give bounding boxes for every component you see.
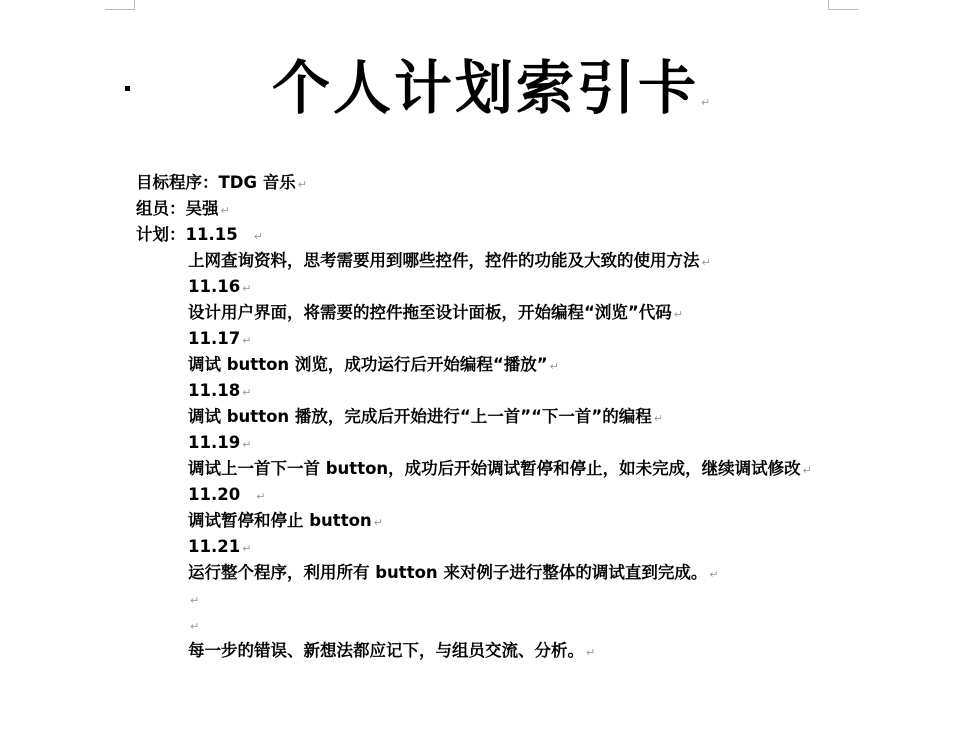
plan-date: 11.20 [188,485,241,504]
plan-label: 计划： [136,225,186,244]
paragraph-mark-icon: ↵ [190,620,200,633]
plan-entry-line[interactable] [188,274,251,300]
plan-task-text: 上网查询资料，思考需要用到哪些控件，控件的功能及大致的使用方法 [188,251,700,270]
plan-entry-line[interactable] [188,508,383,534]
plan-task-text: 调试上一首下一首 button，成功后开始调试暂停和停止，如未完成，继续调试修改 [188,459,801,478]
plan-entry-line[interactable] [188,248,711,274]
plan-entry-line[interactable] [188,456,812,482]
closing-note-line[interactable] [188,638,595,664]
plan-date: 11.18 [188,381,241,400]
page-corner-mark-top-right [828,0,858,10]
plan-date: 11.19 [188,433,241,452]
paragraph-mark-icon: ↵ [242,334,252,347]
paragraph-mark-icon: ↵ [242,542,252,555]
paragraph-mark-icon: ↵ [297,178,307,191]
empty-paragraph[interactable] [188,586,199,612]
paragraph-mark-icon: ↵ [673,308,683,321]
paragraph-mark-icon: ↵ [653,412,663,425]
paragraph-mark-icon: ↵ [220,204,230,217]
paragraph-mark-icon: ↵ [242,438,252,451]
plan-entry-line[interactable] [188,352,559,378]
plan-entry-line[interactable] [188,404,663,430]
paragraph-mark-icon: ↵ [709,568,719,581]
paragraph-mark-icon: ↵ [586,646,596,659]
paragraph-mark-icon: ↵ [701,256,711,269]
plan-date: 11.15 [185,225,238,244]
plan-entry-line[interactable] [188,534,251,560]
plan-date: 11.21 [188,537,241,556]
title-text: 个人计划索引卡 [272,54,700,122]
paragraph-mark-icon: ↵ [701,96,711,109]
plan-entry-line[interactable] [188,482,265,508]
page-corner-mark-top-left [105,0,135,10]
plan-entry-line[interactable] [188,300,683,326]
plan-date: 11.16 [188,277,241,296]
closing-note-text: 每一步的错误、新想法都应记下，与组员交流、分析。 [188,641,584,660]
paragraph-mark-icon: ↵ [242,386,252,399]
empty-paragraph[interactable] [188,612,199,638]
plan-task-text: 调试 button 浏览，成功运行后开始编程“播放” [188,355,548,374]
target-program-line[interactable] [136,170,307,196]
heading-bullet-marker [125,86,130,91]
plan-entry-line[interactable] [188,430,251,456]
members-text: 组员：吴强 [136,199,219,218]
plan-entry-line[interactable] [188,560,719,586]
members-line[interactable] [136,196,230,222]
document-title[interactable] [272,52,710,139]
plan-date: 11.17 [188,329,241,348]
target-program-text: 目标程序：TDG 音乐 [136,173,296,192]
paragraph-mark-icon: ↵ [242,282,252,295]
paragraph-mark-icon: ↵ [802,464,812,477]
plan-line[interactable] [136,222,263,248]
paragraph-mark-icon: ↵ [256,490,266,503]
plan-entry-line[interactable] [188,326,251,352]
plan-task-text: 调试 button 播放，完成后开始进行“上一首”“下一首”的编程 [188,407,652,426]
plan-task-text: 设计用户界面，将需要的控件拖至设计面板，开始编程“浏览”代码 [188,303,672,322]
paragraph-mark-icon: ↵ [373,516,383,529]
paragraph-mark-icon: ↵ [190,594,200,607]
plan-task-text: 调试暂停和停止 button [188,511,372,530]
paragraph-mark-icon: ↵ [253,230,263,243]
paragraph-mark-icon: ↵ [549,360,559,373]
plan-entry-line[interactable] [188,378,251,404]
plan-task-text: 运行整个程序，利用所有 button 来对例子进行整体的调试直到完成。 [188,563,708,582]
